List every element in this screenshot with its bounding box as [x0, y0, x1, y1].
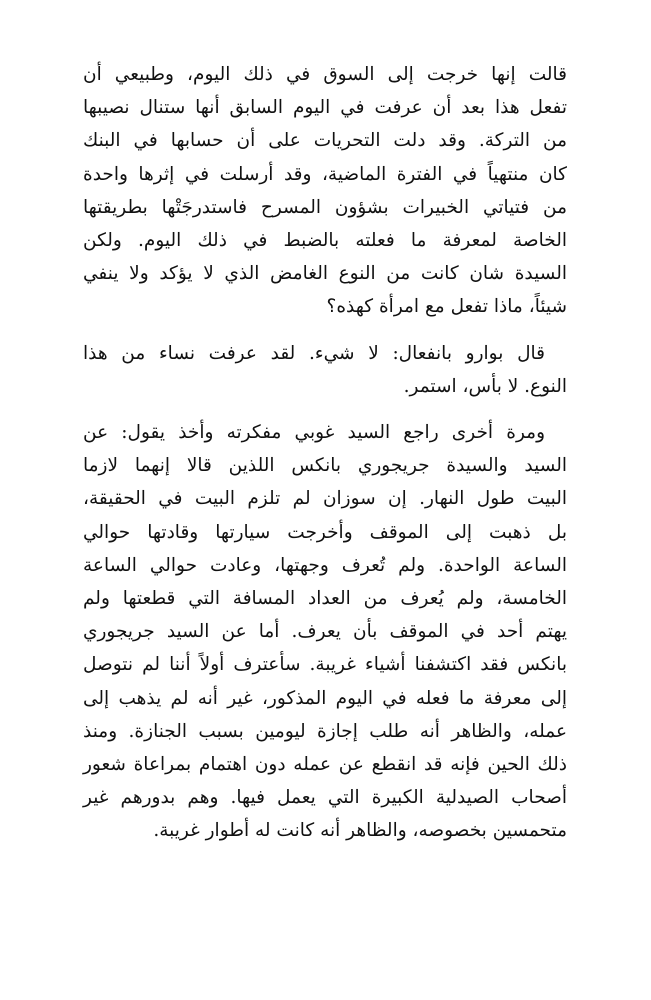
- text-line: من فتياتي الخبيرات بشؤون المسرح فاستدرجَتْها بطريقتها: [83, 196, 567, 218]
- text-line: ذلك الحين فإنه قد انقطع عن عمله دون اهتمام بمراعاة شعور: [83, 754, 567, 776]
- text-line: بانكس فقد اكتشفنا أشياء غريبة. سأعترف أولاً أننا لم نتوصل: [83, 654, 567, 676]
- text-line: النوع. لا بأس، استمر.: [403, 375, 567, 397]
- text-line: قالت إنها خرجت إلى السوق في ذلك اليوم، وطبيعي أن: [83, 64, 567, 85]
- text-line: يهتم أحد في الموقف بأن يعرف. أما عن السيد جريجوري: [83, 621, 567, 643]
- text-line: إلى معرفة ما فعله في اليوم المذكور، غير أنه لم يذهب إلى: [83, 687, 567, 709]
- paragraph-3: [83, 416, 567, 848]
- paragraph-1: [83, 58, 567, 324]
- text-line: البيت طول النهار. إن سوزان لم تلزم البيت في الحقيقة،: [83, 488, 567, 510]
- text-line: الخاصة لمعرفة ما فعلته بالضبط في ذلك اليوم. ولكن: [83, 230, 567, 252]
- text-line: متحمسين بخصوصه، والظاهر أنه كانت له أطوار غريبة.: [153, 820, 567, 842]
- text-line: السيد والسيدة جريجوري بانكس اللذين قالا إنهما لازما: [83, 455, 567, 477]
- text-line: كان منتهياً في الفترة الماضية، وقد أرسلت في إثرها واحدة: [83, 163, 567, 185]
- text-line: تفعل هذا بعد أن عرفت في اليوم السابق أنها ستنال نصيبها: [83, 97, 567, 119]
- text-line: بل ذهبت إلى الموقف وأخرجت سيارتها وقادتها حوالي: [83, 521, 567, 543]
- text-line: الخامسة، ولم يُعرف من العداد المسافة التي قطعتها ولم: [83, 588, 567, 610]
- text-line: ومرة أخرى راجع السيد غوبي مفكرته وأخذ يقول: عن: [83, 422, 545, 444]
- text-line: الساعة الواحدة. ولم تُعرف وجهتها، وعادت حوالي الساعة: [83, 554, 567, 576]
- text-line: السيدة شان كانت من النوع الغامض الذي لا يؤكد ولا ينفي: [83, 263, 567, 285]
- paragraph-2: [83, 337, 567, 403]
- text-line: من التركة. وقد دلت التحريات على أن حسابها في البنك: [83, 130, 567, 152]
- text-line: قال بوارو بانفعال: لا شيء. لقد عرفت نساء من هذا: [83, 342, 545, 364]
- text-line: عمله، والظاهر أنه طلب إجازة ليومين بسبب الجنازة. ومنذ: [83, 720, 567, 742]
- text-line: أصحاب الصيدلية الكبيرة التي يعمل فيها. وهم بدورهم غير: [83, 787, 567, 809]
- text-line: شيئاً، ماذا تفعل مع امرأة كهذه؟: [326, 296, 567, 318]
